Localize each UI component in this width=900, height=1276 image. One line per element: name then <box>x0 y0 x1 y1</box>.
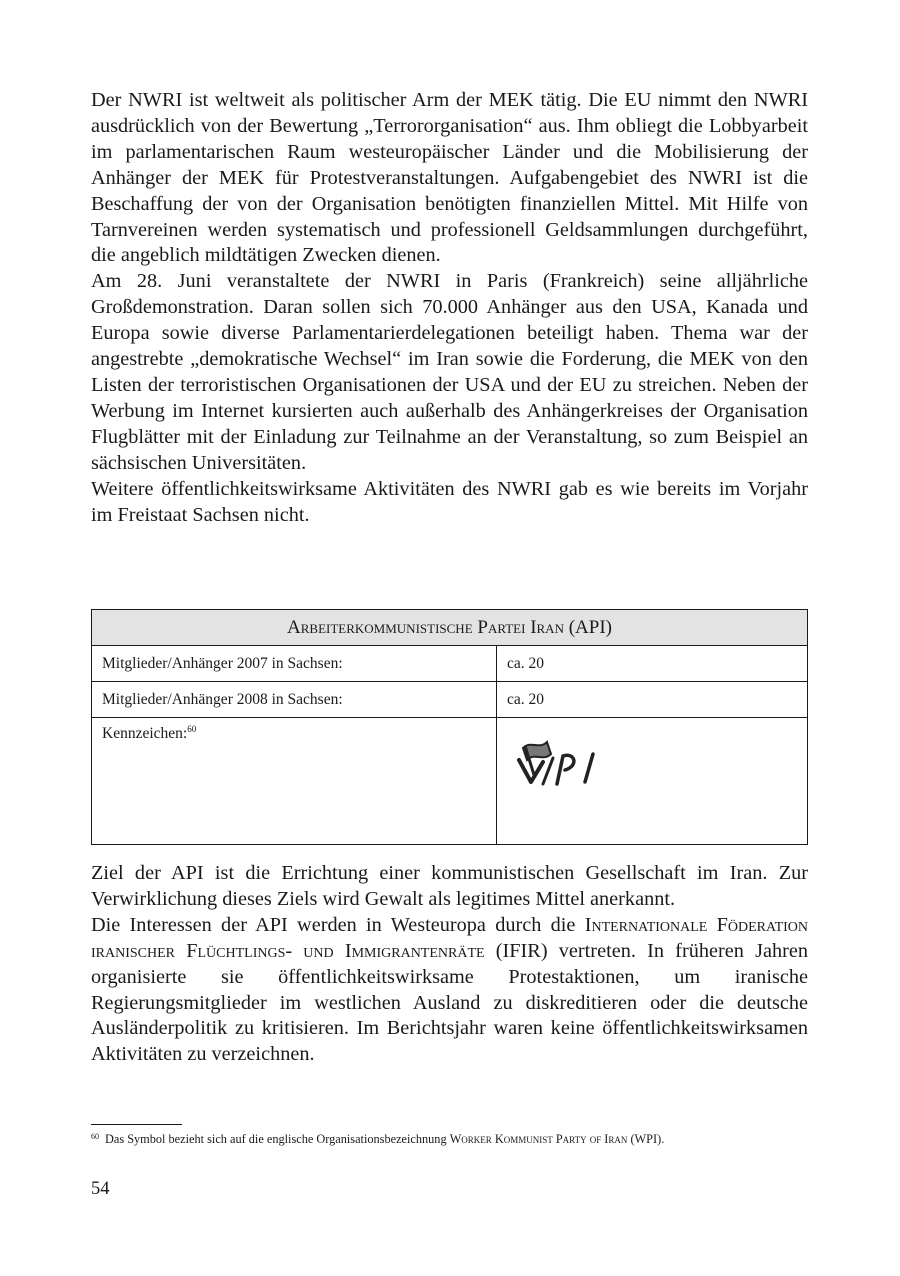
table-title: Arbeiterkommunistische Partei Iran (API) <box>92 610 808 646</box>
footnote: $^{60}$ Das Symbol bezieht sich auf die englische Organisationsbezeichnung Worker Kommunist Party of Iran (WPI). <box>91 1132 665 1146</box>
body-text-top <box>91 88 808 528</box>
row-value-2008: ca. 20 <box>497 682 808 718</box>
organization-info-table <box>91 609 808 845</box>
paragraph-nwri-role: Der NWRI ist weltweit als politischer Arm der MEK tätig. Die EU nimmt den NWRI ausdrücklich von der Bewertung „Terrororganisation“ aus. Ihm obliegt die Lobbyarbeit im parlamentarischen Raum westeuropäischer Länder und die Mobilisierung der Anhänger der MEK für Protestveranstaltungen. Aufgabengebiet des NWRI ist die Beschaffung der von der Organisation benötigten finanziellen Mittel. Mit Hilfe von Tarnvereinen werden systematisch und professionell Geldsammlungen durchgeführt, die angeblich mildtätigen Zwecken dienen. <box>91 89 808 267</box>
footnote-org-name: Worker Kommunist Party of Iran <box>449 1132 628 1146</box>
page-number: 54 <box>91 1179 110 1199</box>
paragraph-api-goal: Ziel der API ist die Errichtung einer kommunistischen Gesellschaft im Iran. Zur Verwirklichung dieses Ziels wird Gewalt als legitimes Mittel anerkannt. <box>91 862 808 910</box>
row-value-2007: ca. 20 <box>497 646 808 682</box>
symbol-label: Kennzeichen: <box>102 725 188 742</box>
table-row <box>92 646 808 682</box>
paragraph-api-interests: Die Interessen der API werden in Westeuropa durch die Internationale Föderation iranischer Flüchtlings- und Immigrantenräte (IFIR) vertreten. In früheren Jahren organisierte sie öffentlichkeitswirksame Protestaktionen, um iranische Regierungsmitglieder im westlichen Ausland zu diskreditieren oder die deutsche Ausländerpolitik zu kritisieren. Im Berichtsjahr waren keine öffentlichkeitswirksamen Aktivitäten zu verzeichnen. <box>91 913 808 1066</box>
footnote-ref: 60 <box>187 724 197 734</box>
body-text-bottom <box>91 861 808 1068</box>
table-row-symbol <box>92 718 808 845</box>
table-row <box>92 682 808 718</box>
wpi-logo <box>513 734 623 794</box>
footnote-divider <box>91 1124 182 1125</box>
symbol-logo-cell <box>497 718 808 845</box>
paragraph-demonstration: Am 28. Juni veranstaltete der NWRI in Paris (Frankreich) seine alljährliche Großdemonstration. Daran sollen sich 70.000 Anhänger aus den USA, Kanada und Europa sowie diverse Parlamentarierdelegationen beteiligt haben. Thema war der angestrebte „demokratische Wechsel“ im Iran sowie die Forderung, die MEK von den Listen der terroristischen Organisationen der USA und der EU zu streichen. Neben der Werbung im Internet kursierten auch außerhalb des Anhängerkreises der Organisation Flugblätter mit der Einladung zur Teilnahme an der Veranstaltung, so zum Beispiel an sächsischen Universitäten. <box>91 270 808 474</box>
row-label-2007: Mitglieder/Anhänger 2007 in Sachsen: <box>92 646 497 682</box>
row-label-2008: Mitglieder/Anhänger 2008 in Sachsen: <box>92 682 497 718</box>
footnote-number: 60 <box>91 1132 99 1141</box>
paragraph-further-activities: Weitere öffentlichkeitswirksame Aktivitäten des NWRI gab es wie bereits im Vorjahr im Freistaat Sachsen nicht. <box>91 477 808 526</box>
ifir-name: Internationale Föderation iranischer Flüchtlings- und Immigrantenräte <box>91 913 808 962</box>
symbol-label-cell <box>92 718 497 845</box>
